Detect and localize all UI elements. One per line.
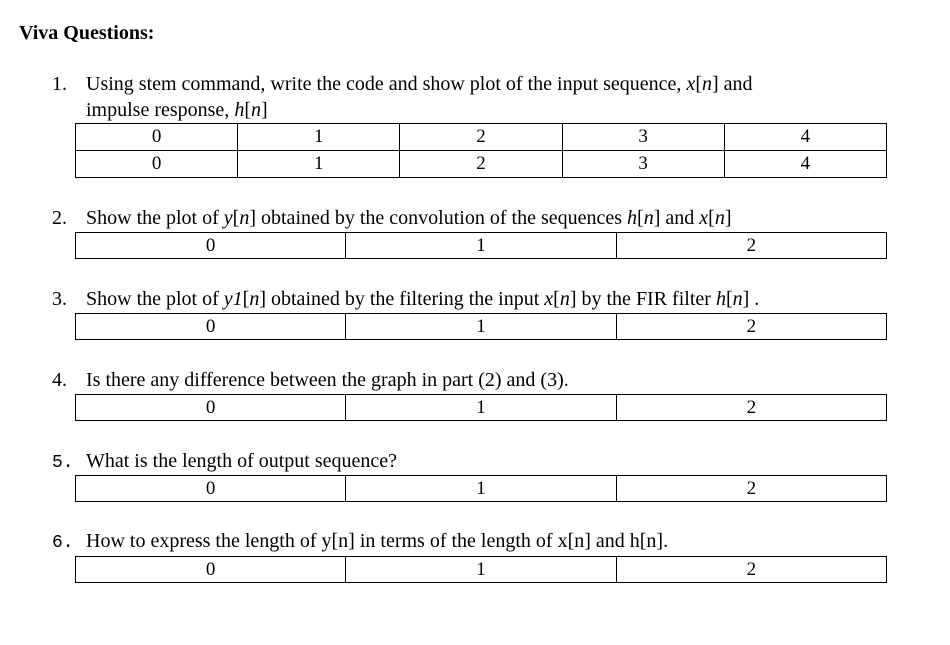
table-row [76,233,887,259]
question-text: Show the plot of y[n] obtained by the convolution of the sequences h[n] and x[n] [86,207,732,229]
table-cell: 0 [76,395,346,421]
question-number: 4. [52,369,67,391]
question-4 [52,367,569,393]
table-cell: 0 [76,557,346,583]
question-5 [52,448,397,476]
question-2 [52,205,731,231]
question-6 [52,528,668,556]
question-text: How to express the length of y[n] in terms of the length of x[n] and h[n]. [86,530,669,552]
answer-table [75,232,887,259]
answer-table [75,123,887,178]
question-number: 2. [52,207,67,229]
table-row [76,314,887,340]
table-cell: 2 [616,395,886,421]
table-cell: 0 [76,233,346,259]
table-cell: 1 [238,151,400,178]
question-number: 5. [52,453,74,473]
table-row [76,557,887,583]
table-cell: 2 [616,233,886,259]
table-cell: 1 [346,233,616,259]
question-text: Show the plot of y1[n] obtained by the filtering the input x[n] by the FIR filter h[n] . [86,288,760,310]
table-cell: 0 [76,124,238,151]
table-row [76,476,887,502]
table-cell: 2 [400,124,562,151]
table-cell: 2 [400,151,562,178]
table-cell: 1 [346,557,616,583]
question-number: 6. [52,533,74,553]
table-cell: 3 [562,151,724,178]
question-number: 3. [52,288,67,310]
table-cell: 0 [76,314,346,340]
table-cell: 0 [76,151,238,178]
question-text: What is the length of output sequence? [86,450,398,472]
table-cell: 4 [724,151,886,178]
table-cell: 2 [616,476,886,502]
table-row [76,151,887,178]
question-3 [52,286,759,312]
table-cell: 1 [346,314,616,340]
table-cell: 1 [346,395,616,421]
table-cell: 1 [346,476,616,502]
table-cell: 3 [562,124,724,151]
question-text: Using stem command, write the code and show plot of the input sequence, x[n] and [86,73,753,95]
answer-table [75,394,887,421]
question-1 [52,71,753,121]
table-row [76,124,887,151]
answer-table [75,475,887,502]
page-title: Viva Questions: [19,22,155,44]
table-cell: 0 [76,476,346,502]
table-cell: 2 [616,557,886,583]
question-number: 1. [52,73,67,95]
table-cell: 2 [616,314,886,340]
answer-table [75,556,887,583]
table-row [76,395,887,421]
question-text-continued: impulse response, h[n] [86,99,268,121]
answer-table [75,313,887,340]
table-cell: 4 [724,124,886,151]
table-cell: 1 [238,124,400,151]
question-text: Is there any difference between the graph in part (2) and (3). [86,369,569,391]
